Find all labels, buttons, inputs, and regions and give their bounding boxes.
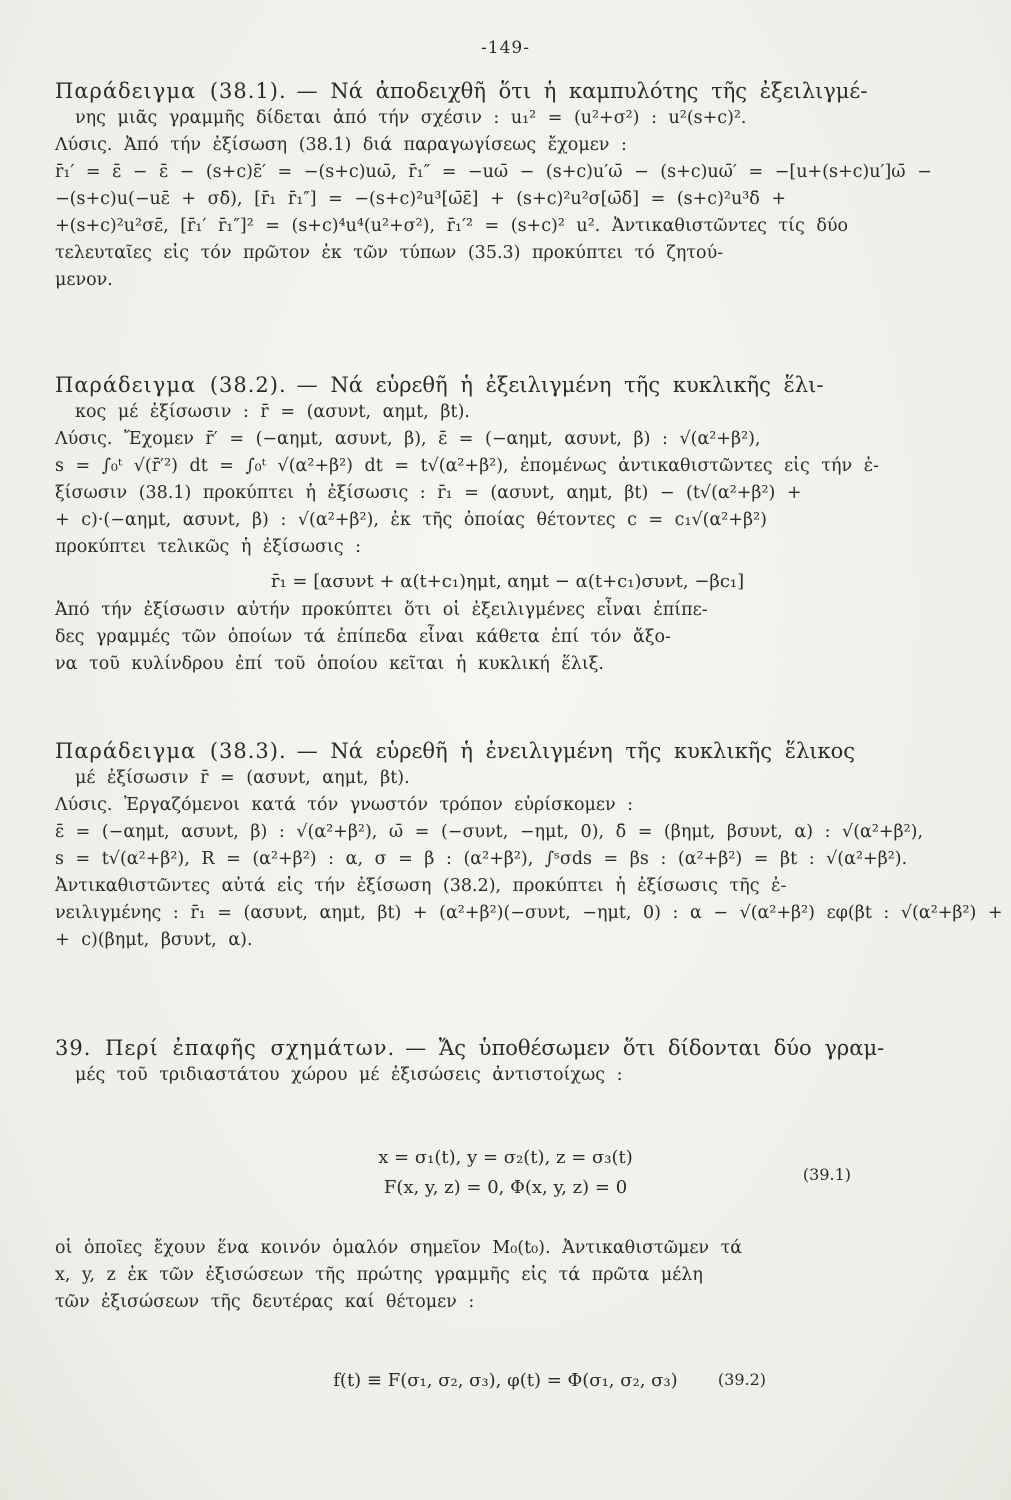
text-line: νης μιᾶς γραμμῆς δίδεται ἀπό τήν σχέσιν : u₁² = (u²+σ²) : u²(s+c)². <box>75 108 747 128</box>
text-line: Λύσις. Ἀπό τήν ἐξίσωση (38.1) διά παραγωγίσεως ἔχομεν : <box>55 135 627 155</box>
example-heading-line <box>55 738 960 765</box>
section-39-continued <box>55 1235 960 1316</box>
text-line: s = t√(α²+β²), R = (α²+β²) : α, σ = β : (α²+β²), ∫ˢσds = βs : (α²+β²) = βt : √(α²+β²). <box>55 849 908 869</box>
section-39 <box>55 1035 960 1089</box>
text-line: κος μέ ἐξίσωσιν : r̄ = (ασυνt, αημt, βt). <box>75 402 470 422</box>
equation-39-2 <box>0 1366 1011 1396</box>
text-line: + c)(βημt, βσυνt, α). <box>55 930 253 950</box>
text-line: + c)·(−αημt, ασυνt, β) : √(α²+β²), ἐκ τῆς ὁποίας θέτοντες c = c₁√(α²+β²) <box>55 510 767 530</box>
text-line: s = ∫₀ᵗ √(r̄′²) dt = ∫₀ᵗ √(α²+β²) dt = t√(α²+β²), ἐπομένως ἀντικαθιστῶντες εἰς τήν ἐ- <box>55 456 880 476</box>
example-38-1 <box>55 78 960 294</box>
page-number: -149- <box>481 38 530 58</box>
text-line: — Νά εὑρεθῆ ἡ ἐνειλιγμένη τῆς κυκλικῆς ἕλικος <box>296 739 856 763</box>
example-heading: Παράδειγμα (38.2). <box>55 373 287 397</box>
formula: r̄₁ = [ασυνt + α(t+c₁)ημt, αημt − α(t+c₁)συνt, −βc₁] <box>270 571 745 592</box>
equation-line: f(t) ≡ F(σ₁, σ₂, σ₃), φ(t) = Φ(σ₁, σ₂, σ₃) <box>333 1370 678 1391</box>
example-heading: Παράδειγμα (38.1). <box>55 79 287 103</box>
equation-line: F(x, y, z) = 0, Φ(x, y, z) = 0 <box>383 1177 628 1198</box>
text-line: προκύπτει τελικῶς ἡ ἐξίσωσις : <box>55 537 362 557</box>
text-line: οἱ ὁποῖες ἔχουν ἕνα κοινόν ὁμαλόν σημεῖον M₀(t₀). Ἀντικαθιστῶμεν τά <box>55 1238 743 1258</box>
equation-39-1 <box>0 1143 1011 1203</box>
text-line: x, y, z ἐκ τῶν ἐξισώσεων τῆς πρώτης γραμμῆς εἰς τά πρῶτα μέλη <box>55 1265 703 1285</box>
text-line: νειλιγμένης : r̄₁ = (ασυνt, αημt, βt) + (α²+β²)(−συνt, −ημt, 0) : α − √(α²+β²) εφ(βt : √(α²+β²) + <box>55 903 1003 923</box>
text-line: −(s+c)u(−uε̄ + σδ̄), [r̄₁ r̄₁″] = −(s+c)²u³[ω̄ε̄] + (s+c)²u²σ[ω̄δ̄] = (s+c)²u³δ̄ + <box>55 189 786 209</box>
section-heading-line <box>55 1035 960 1062</box>
text-line: ξίσωσιν (38.1) προκύπτει ἡ ἐξίσωσις : r̄₁ = (ασυνt, αημt, βt) − (t√(α²+β²) + <box>55 483 802 503</box>
text-line: να τοῦ κυλίνδρου ἐπί τοῦ ὁποίου κεῖται ἡ κυκλική ἕλιξ. <box>55 654 604 674</box>
section-heading: 39. Περί ἐπαφῆς σχημάτων. <box>55 1036 396 1060</box>
text-line: r̄₁′ = ε̄ − ε̄ − (s+c)ε̄′ = −(s+c)uω̄, r̄₁″ = −uω̄ − (s+c)u′ω̄ − (s+c)uω̄′ = −[u+(s+c)u′]ω̄ − <box>55 162 932 182</box>
text-line: τελευταῖες εἰς τόν πρῶτον ἐκ τῶν τύπων (35.3) προκύπτει τό ζητού- <box>55 243 724 263</box>
text-line: τῶν ἐξισώσεων τῆς δευτέρας καί θέτομεν : <box>55 1292 475 1312</box>
example-38-3 <box>55 738 1003 954</box>
text-line: Ἀπό τήν ἐξίσωσιν αὐτήν προκύπτει ὅτι οἱ ἐξειλιγμένες εἶναι ἐπίπε- <box>55 600 708 620</box>
equation-line: x = σ₁(t), y = σ₂(t), z = σ₃(t) <box>378 1147 633 1168</box>
text-line: δες γραμμές τῶν ὁποίων τά ἐπίπεδα εἶναι κάθετα ἐπί τόν ἄξο- <box>55 627 671 647</box>
text-line: — Νά εὑρεθῆ ἡ ἐξειλιγμένη τῆς κυκλικῆς ἕλι- <box>296 373 824 397</box>
text-line: +(s+c)²u²σε̄, [r̄₁′ r̄₁″]² = (s+c)⁴u⁴(u²+σ²), r̄₁′² = (s+c)² u². Ἀντικαθιστῶντες τίς δύο <box>55 216 849 236</box>
text-line: Λύσις. Ἔχομεν r̄′ = (−αημt, ασυνt, β), ε̄ = (−αημt, ασυνt, β) : √(α²+β²), <box>55 429 761 449</box>
text-line: — Ἄς ὑποθέσωμεν ὅτι δίδονται δύο γραμ- <box>405 1036 885 1060</box>
example-heading-line <box>55 372 960 399</box>
text-line: μενον. <box>55 270 113 290</box>
equation-number: (39.1) <box>802 1165 851 1184</box>
text-line: ε̄ = (−αημt, ασυνt, β) : √(α²+β²), ω̄ = (−συνt, −ημt, 0), δ̄ = (βημt, βσυνt, α) : √(α²+β²), <box>55 822 924 842</box>
example-heading-line <box>55 78 960 105</box>
text-line: μέ ἐξίσωσιν r̄ = (ασυνt, αημt, βt). <box>75 768 410 788</box>
example-38-2 <box>55 372 960 678</box>
text-line: — Νά ἀποδειχθῆ ὅτι ἡ καμπυλότης τῆς ἐξειλιγμέ- <box>296 79 868 103</box>
text-line: μές τοῦ τριδιαστάτου χώρου μέ ἐξισώσεις ἀντιστοίχως : <box>75 1065 623 1085</box>
example-heading: Παράδειγμα (38.3). <box>55 739 287 763</box>
text-line: Ἀντικαθιστῶντες αὐτά εἰς τήν ἐξίσωση (38.2), προκύπτει ἡ ἐξίσωσις τῆς ἐ- <box>55 876 787 896</box>
text-line: Λύσις. Ἐργαζόμενοι κατά τόν γνωστόν τρόπον εὑρίσκομεν : <box>55 795 634 815</box>
equation-number: (39.2) <box>717 1370 766 1389</box>
